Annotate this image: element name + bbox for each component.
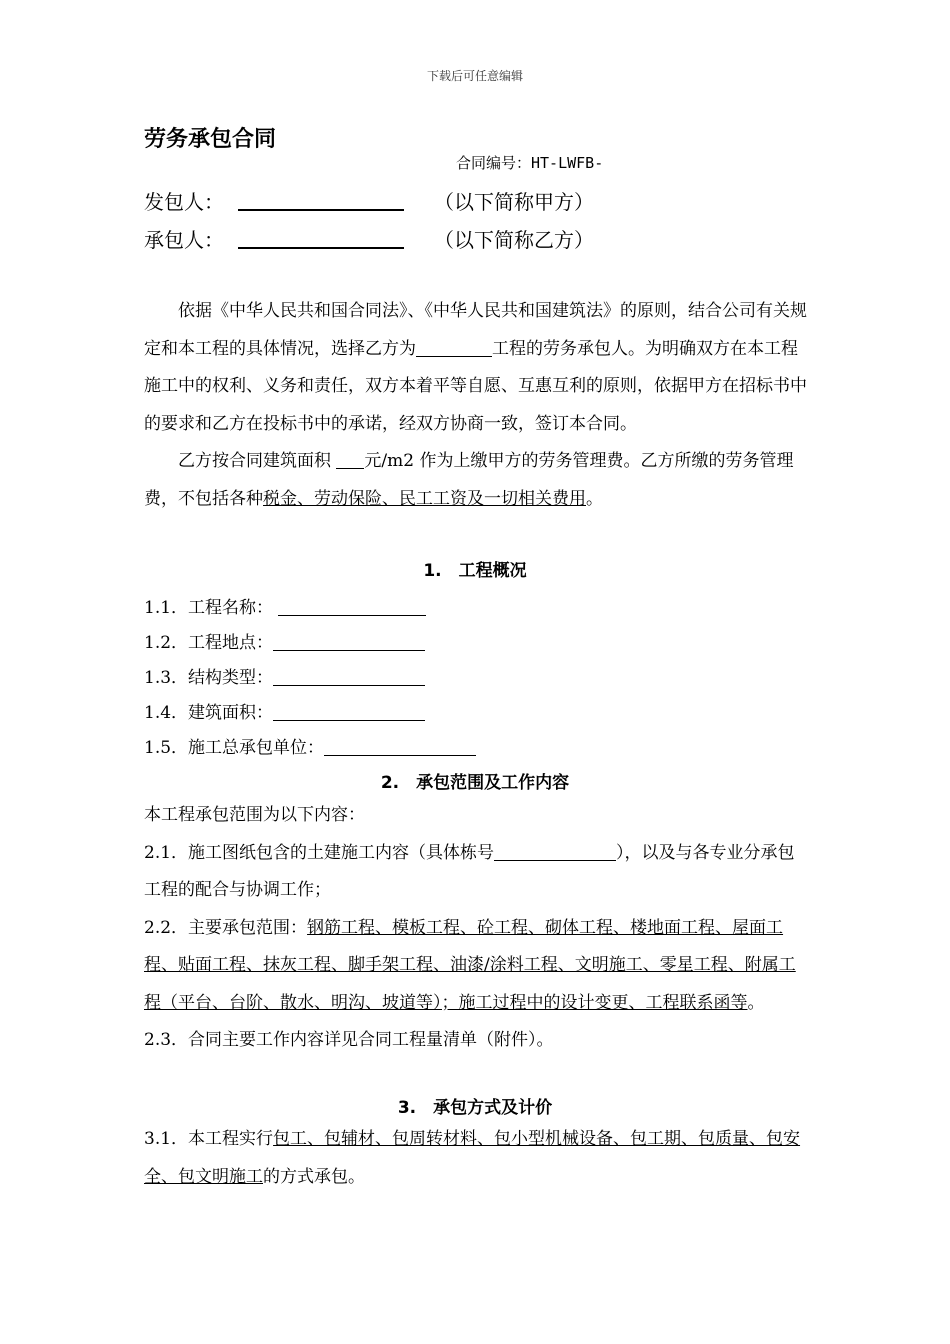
party-b-blank [238,227,404,249]
intro-p2-end: 。 [586,488,603,509]
party-a-label: 发包人： [144,190,224,214]
item-2-1-text-b: ），以及与各专业分承包工程的配合与协调工作； [144,842,795,900]
item-1-3-label: 1.3．结构类型： [144,668,274,688]
party-a-blank [238,189,404,211]
intro-paragraph-2 [144,443,808,518]
item-1-5-label: 1.5．施工总承包单位： [144,738,325,758]
item-1-3-blank [273,667,425,686]
item-1-5-blank [324,737,476,756]
item-3-1-end: 的方式承包。 [263,1166,365,1187]
item-1-4 [144,698,425,723]
item-2-2-underlined: 钢筋工程、模板工程、砼工程、砌体工程、楼地面工程、屋面工程、贴面工程、抹灰工程、脚手架工程、油漆/涂料工程、文明施工、零星工程、附属工程（平台、台阶、散水、明沟、坡道等）；施工过程中的设计变更、工程联系函等 [144,917,796,1013]
project-name-blank [416,338,492,357]
section-2-body [144,797,808,1060]
party-b-label: 承包人： [144,228,224,252]
item-2-2 [144,910,808,1023]
item-2-3: 2.3．合同主要工作内容详见合同工程量清单（附件）。 [144,1030,554,1050]
party-b-note: （以下简称乙方） [434,228,594,252]
item-3-1-label: 3.1．本工程实行 [144,1129,274,1149]
item-1-4-label: 1.4．建筑面积： [144,703,274,723]
party-a-line [144,186,594,215]
intro-p2-text-b: 元/m2 作为上缴甲方的劳务管理费。乙方所缴的劳务管理费，不包括各种 [144,451,794,509]
section-3-heading: 3. 承包方式及计价 [397,1098,553,1118]
item-1-1 [144,593,426,618]
section-2-intro: 本工程承包范围为以下内容： [144,805,365,825]
item-2-1 [144,835,808,910]
item-1-2-blank [273,632,425,651]
item-2-2-end: 。 [747,992,765,1013]
item-1-2 [144,628,425,653]
item-1-1-label: 1.1．工程名称： [144,598,274,618]
section-2-heading: 2. 承包范围及工作内容 [380,773,570,793]
intro-p1-text-b: 工程的劳务承包人。为明确双方在本工程施工中的权利、义务和责任，双方本着平等自愿、互惠互利的原则，依据甲方在招标书中的要求和乙方在投标书中的承诺，经双方协商一致，签订本合同。 [144,338,807,434]
item-1-5 [144,733,476,758]
item-1-1-blank [278,597,426,616]
party-a-note: （以下简称甲方） [434,190,594,214]
item-3-1 [144,1121,808,1196]
item-3-1-underlined: 包工、包辅材、包周转材料、包小型机械设备、包工期、包质量、包安全、包文明施工 [144,1129,801,1187]
item-1-3 [144,663,425,688]
building-number-blank [494,842,616,861]
item-2-1-text-a: 2.1．施工图纸包含的土建施工内容（具体栋号 [144,842,495,863]
intro-p2-text-a: 乙方按合同建筑面积 [178,451,331,471]
item-2-2-label: 2.2．主要承包范围： [144,917,308,938]
item-1-2-label: 1.2．工程地点： [144,633,274,653]
section-3-body [144,1121,808,1196]
intro-paragraph-1 [144,293,808,443]
page-header: 下载后可任意编辑 [426,69,523,83]
intro-p2-underlined: 税金、劳动保险、民工工资及一切相关费用 [263,488,586,509]
section-1-heading: 1. 工程概况 [423,561,527,581]
intro-paragraphs [144,293,808,518]
document-title: 劳务承包合同 [144,127,277,152]
item-1-4-blank [273,702,425,721]
party-b-line [144,224,594,253]
intro-p1-text-a: 依据《中华人民共和国合同法》、《中华人民共和国建筑法》的原则，结合公司有关规定和本工程的具体情况，选择乙方为 [144,301,807,359]
fee-rate-blank [336,450,364,469]
contract-number: 合同编号：HT-LWFB- [456,154,604,172]
